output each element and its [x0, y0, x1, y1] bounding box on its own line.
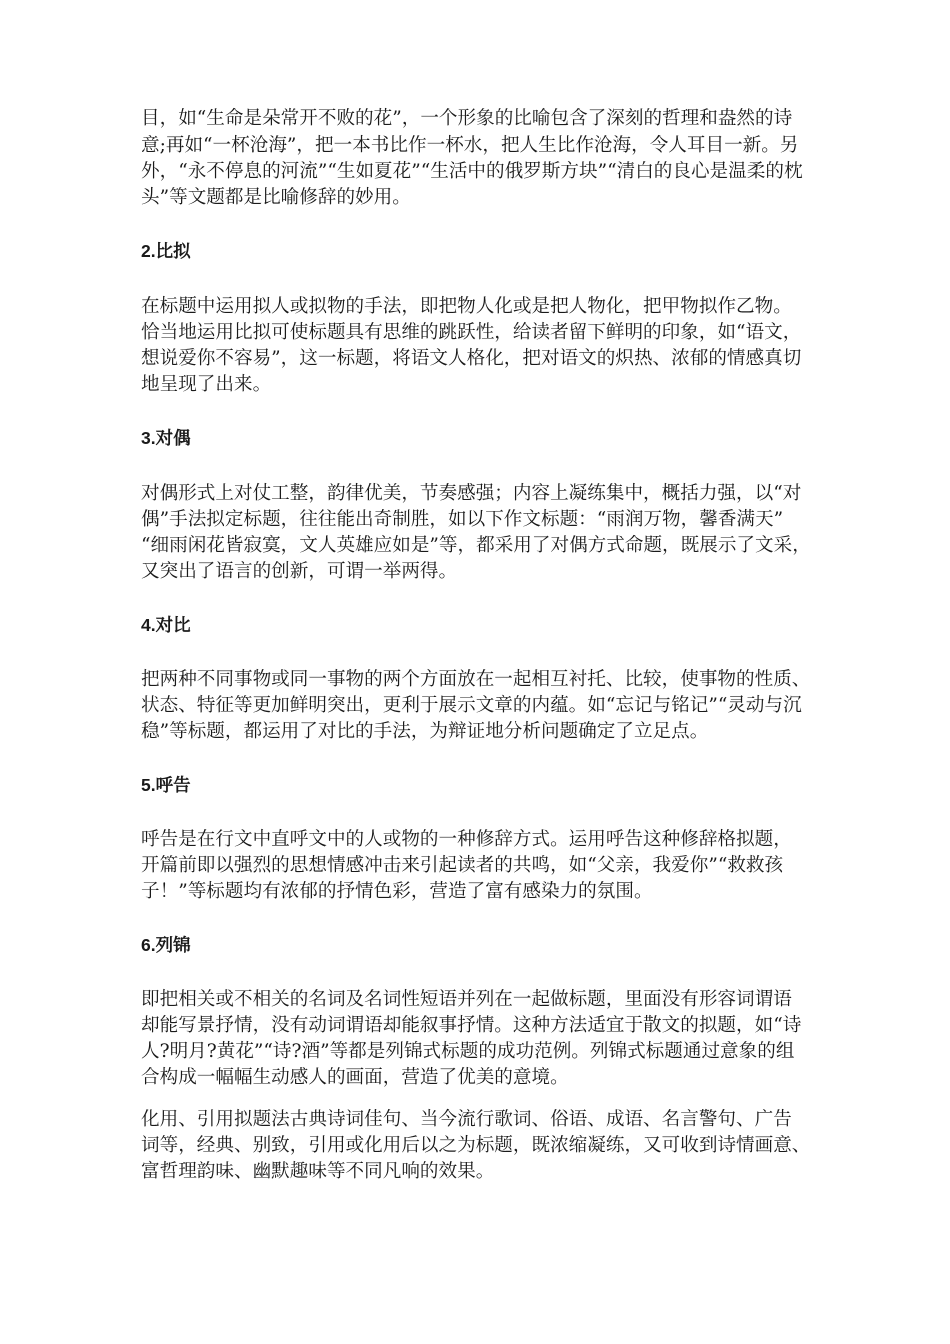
text-line: 呼告是在行文中直呼文中的人或物的一种修辞方式。运用呼告这种修辞格拟题，: [141, 829, 792, 850]
text-line: 化用、引用拟题法古典诗词佳句、当今流行歌词、俗语、成语、名言警句、广告: [141, 1109, 792, 1130]
text-line: 却能写景抒情，没有动词谓语却能叙事抒情。这种方法适宜于散文的拟题，如“诗: [141, 1015, 802, 1036]
section-title: 列锦: [155, 936, 191, 956]
section-title: 比拟: [155, 242, 191, 262]
section-number: 3.: [141, 428, 156, 448]
text-line: 在标题中运用拟人或拟物的手法，即把物人化或是把人物化，把甲物拟作乙物。: [141, 296, 792, 317]
section-heading: [141, 613, 191, 638]
section-heading: [141, 426, 191, 451]
text-line: 恰当地运用比拟可使标题具有思维的跳跃性，给读者留下鲜明的印象，如“语文，: [141, 322, 802, 343]
section-number: 2.: [141, 241, 156, 261]
text-line: 目，如“生命是朵常开不败的花”，一个形象的比喻包含了深刻的哲理和盎然的诗: [141, 108, 793, 129]
text-line: 富哲理韵味、幽默趣味等不同凡响的效果。: [141, 1161, 495, 1182]
text-line: 意;再如“一杯沧海”，把一本书比作一杯水，把人生比作沧海，令人耳目一新。另: [141, 135, 799, 156]
section-number: 5.: [141, 775, 156, 795]
section-number: 6.: [141, 935, 156, 955]
text-line: “细雨闲花皆寂寞，文人英雄应如是”等，都采用了对偶方式命题，既展示了文采，: [141, 535, 811, 556]
text-line: 子！”等标题均有浓郁的抒情色彩，营造了富有感染力的氛围。: [141, 881, 653, 902]
text-line: 即把相关或不相关的名词及名词性短语并列在一起做标题，里面没有形容词谓语: [141, 989, 792, 1010]
text-line: 开篇前即以强烈的思想情感冲击来引起读者的共鸣，如“父亲，我爱你”“救救孩: [141, 855, 784, 876]
text-line: 稳”等标题，都运用了对比的手法，为辩证地分析问题确定了立足点。: [141, 721, 709, 742]
section-title: 呼告: [155, 776, 191, 796]
text-line: 对偶形式上对仗工整，韵律优美，节奏感强；内容上凝练集中，概括力强，以“对: [141, 483, 802, 504]
text-line: 把两种不同事物或同一事物的两个方面放在一起相互衬托、比较，使事物的性质、: [141, 669, 811, 690]
text-line: 又突出了语言的创新，可谓一举两得。: [141, 561, 458, 582]
section-heading: [141, 933, 191, 958]
text-line: 外，“永不停息的河流”“生如夏花”“生活中的俄罗斯方块”“清白的良心是温柔的枕: [141, 161, 803, 182]
text-line: 想说爱你不容易”，这一标题，将语文人格化，把对语文的炽热、浓郁的情感真切: [141, 348, 802, 369]
section-heading: [141, 773, 191, 798]
section-heading: [141, 239, 191, 264]
section-number: 4.: [141, 615, 156, 635]
section-title: 对比: [155, 616, 191, 636]
text-line: 状态、特征等更加鲜明突出，更利于展示文章的内蕴。如“忘记与铭记”“灵动与沉: [141, 695, 802, 716]
text-line: 地呈现了出来。: [141, 374, 272, 395]
section-title: 对偶: [155, 429, 191, 449]
text-line: 词等，经典、别致，引用或化用后以之为标题，既浓缩凝练，又可收到诗情画意、: [141, 1135, 811, 1156]
text-line: 头”等文题都是比喻修辞的妙用。: [141, 187, 411, 208]
text-line: 合构成一幅幅生动感人的画面，营造了优美的意境。: [141, 1067, 569, 1088]
text-line: 人?明月?黄花”“诗?酒”等都是列锦式标题的成功范例。列锦式标题通过意象的组: [141, 1041, 795, 1062]
text-line: 偶”手法拟定标题，往往能出奇制胜，如以下作文标题：“雨润万物，馨香满天”: [141, 509, 784, 530]
